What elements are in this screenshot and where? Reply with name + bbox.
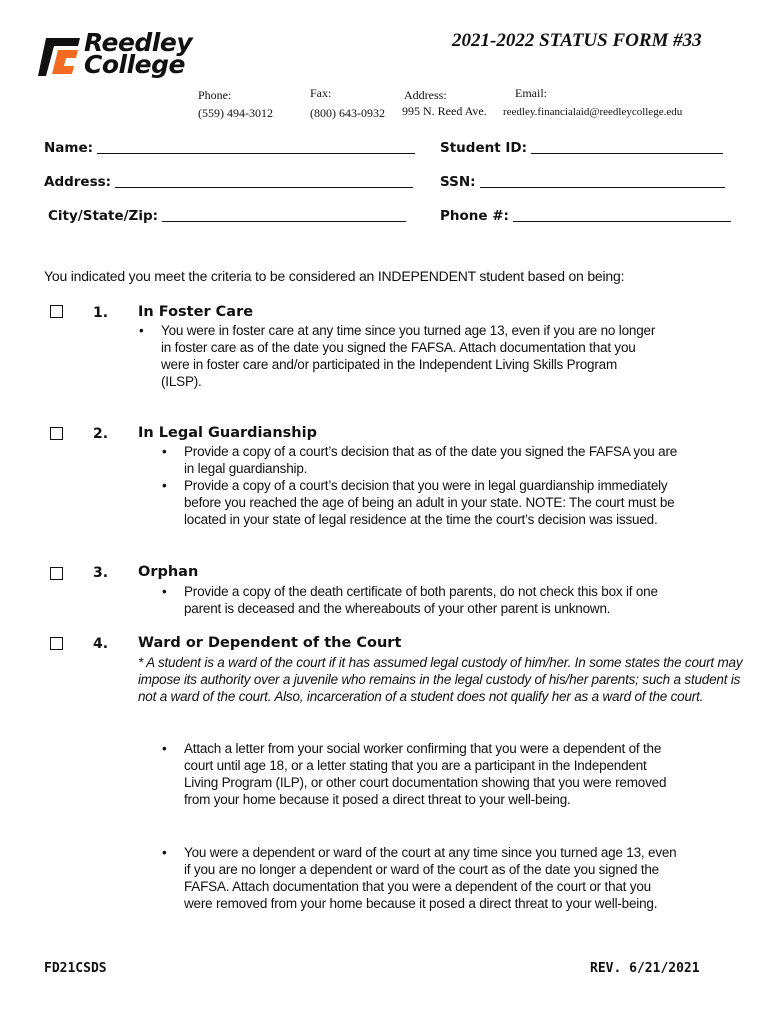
orphan-checkbox[interactable] <box>50 567 63 580</box>
city-state-zip-line[interactable] <box>162 207 406 222</box>
student-id-line[interactable] <box>531 139 723 154</box>
name-field[interactable] <box>44 139 415 156</box>
form-title: 2021-2022 STATUS FORM #33 <box>452 30 702 51</box>
bullet-item <box>162 844 679 912</box>
option-number: 3. <box>93 565 109 581</box>
option-title-legal-guardianship: In Legal Guardianship <box>138 425 317 441</box>
intro-text: You indicated you meet the criteria to be considered an INDEPENDENT student based on being: <box>44 268 625 284</box>
fax-label: Fax: <box>310 86 332 100</box>
phone-value: (559) 494-3012 <box>198 106 273 120</box>
bullet-item <box>162 583 674 617</box>
fax-value: (800) 643-0932 <box>310 106 385 120</box>
phone-number-field[interactable] <box>440 207 731 224</box>
bullet-item <box>162 443 689 477</box>
bullet-icon: • <box>162 845 167 860</box>
option-title-ward-of-court: Ward or Dependent of the Court <box>138 635 402 651</box>
city-state-zip-label: City/State/Zip: <box>48 208 159 224</box>
legal-guardianship-checkbox[interactable] <box>50 427 63 440</box>
address-field[interactable] <box>44 173 413 190</box>
email-label: Email: <box>515 86 547 100</box>
city-state-zip-field[interactable] <box>48 207 406 224</box>
bullet-icon: • <box>162 444 167 459</box>
bullet-icon: • <box>162 478 167 493</box>
address-field-label: Address: <box>44 174 112 190</box>
option-number: 4. <box>93 636 109 652</box>
bullet-icon: • <box>162 741 167 756</box>
bullet-item <box>139 322 661 390</box>
bullet-text: Provide a copy of a court’s decision that you were in legal guardianship immediately before you reached the age of being an adult in your state. NOTE: The court must be located in your state of legal residence at the time the court’s decision was issued. <box>184 478 675 527</box>
foster-care-checkbox[interactable] <box>50 305 63 318</box>
phone-number-line[interactable] <box>513 207 731 222</box>
form-code: FD21CSDS <box>44 961 107 976</box>
student-id-field[interactable] <box>440 139 723 156</box>
bullet-icon: • <box>139 323 144 338</box>
address-value: 995 N. Reed Ave. <box>402 104 487 118</box>
option-title-foster-care: In Foster Care <box>138 304 254 320</box>
phone-label: Phone: <box>198 88 232 102</box>
option-title-orphan: Orphan <box>138 564 199 580</box>
revision-date: REV. 6/21/2021 <box>590 961 700 976</box>
ward-definition-note: * A student is a ward of the court if it has assumed legal custody of him/her. In some states the court may impose its authority over a juvenile who remains in the legal custody of his/her parents; such a student is not a ward of the court. Also, incarceration of a student does not qualify her as a ward of the court. <box>138 655 743 704</box>
logo-wordmark <box>84 28 193 79</box>
phone-number-label: Phone #: <box>440 208 509 224</box>
bullet-icon: • <box>162 584 167 599</box>
option-number: 2. <box>93 426 109 442</box>
bullet-item <box>162 477 689 528</box>
bullet-text: You were in foster care at any time since you turned age 13, even if you are no longer in foster care as of the date you signed the FAFSA. Attach documentation that you were in foster care and/or participated in the Independent Living Skills Program (ILSP). <box>161 323 656 389</box>
bullet-text: Attach a letter from your social worker confirming that you were a dependent of the court until age 18, or a letter stating that you are a participant in the Independent Living Program (ILP), or other court documentation showing that you were removed from your home because it posed a direct threat to your well-being. <box>184 741 667 807</box>
bullet-text: Provide a copy of the death certificate of both parents, do not check this box if one parent is deceased and the whereabouts of your other parent is unknown. <box>184 584 658 616</box>
option-number: 1. <box>93 305 109 321</box>
logo-mark-icon <box>36 36 82 78</box>
ssn-field[interactable] <box>440 173 725 190</box>
name-label: Name: <box>44 140 94 156</box>
email-value: reedley.financialaid@reedleycollege.edu <box>503 106 683 118</box>
address-line[interactable] <box>115 173 413 188</box>
ward-of-court-checkbox[interactable] <box>50 637 63 650</box>
ssn-label: SSN: <box>440 174 476 190</box>
bullet-item <box>162 740 684 808</box>
logo-line-1: Reedley <box>84 28 193 57</box>
address-label: Address: <box>404 88 447 102</box>
name-line[interactable] <box>97 139 415 154</box>
logo-line-2: College <box>84 50 185 79</box>
student-id-label: Student ID: <box>440 140 527 156</box>
ssn-line[interactable] <box>480 173 725 188</box>
college-logo <box>36 28 222 84</box>
bullet-text: Provide a copy of a court’s decision that as of the date you signed the FAFSA you are in legal guardianship. <box>184 444 678 476</box>
bullet-text: You were a dependent or ward of the court at any time since you turned age 13, even if you are no longer a dependent or ward of the court as of the date you signed the FAFSA. Attach documentation that you were a dependent of the court or that you were removed from your home because it posed a direct threat to your well-being. <box>184 845 677 911</box>
